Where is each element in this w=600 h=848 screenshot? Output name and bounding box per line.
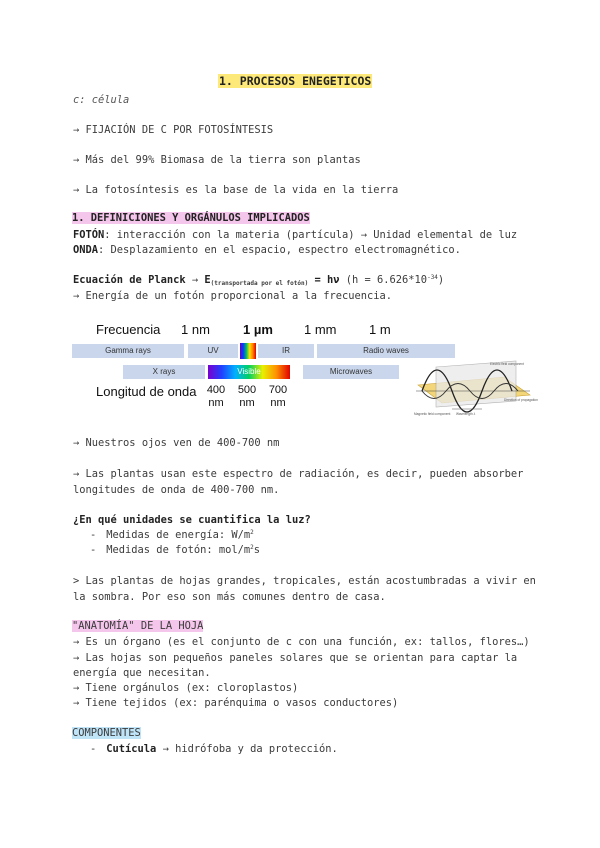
planck-arrow: → [185, 274, 205, 286]
planck-h-close: ) [437, 274, 445, 286]
section-heading-componentes: COMPONENTES [72, 727, 141, 739]
wl-700 [266, 384, 290, 410]
bullet-fotosintesis: → La fotosíntesis es la base de la vida en la tierra [73, 184, 399, 196]
units-photon-text: Medidas de fotón: mol/m [106, 544, 251, 556]
wavelength-label: Longitud de onda [96, 384, 197, 399]
wl-500-unit: nm [239, 397, 255, 409]
bullet-fijacion: → FIJACIÓN DE C POR FOTOSÍNTESIS [73, 124, 274, 136]
anatomy-line-1: → Es un órgano (es el conjunto de c con una función, ex: tallos, flores…) [73, 636, 530, 648]
caption-propagation: Direction of propagation [504, 398, 538, 402]
units-energy-text: Medidas de energía: W/m [106, 529, 251, 541]
section-heading-definiciones: 1. DEFINICIONES Y ORGÁNULOS IMPLICADOS [72, 212, 310, 224]
visible-strip-small [240, 343, 256, 359]
wl-400-unit: nm [208, 397, 224, 409]
legend-note: c: célula [73, 94, 130, 106]
freq-tick-1m: 1 m [369, 322, 391, 337]
units-photon-sup: 2 [250, 544, 254, 551]
band-x-rays: X rays [123, 365, 205, 379]
band-microwaves: Microwaves [303, 365, 399, 379]
units-question: ¿En qué unidades se cuantifica la luz? [73, 514, 311, 526]
units-photon [90, 544, 260, 556]
em-wave-diagram [412, 355, 538, 425]
frequency-label: Frecuencia [96, 322, 161, 337]
freq-tick-1mm: 1 mm [304, 322, 337, 337]
anatomy-line-2: → Las hojas son pequeños paneles solares que se orientan para captar la [73, 652, 518, 664]
eyes-line: → Nuestros ojos ven de 400-700 nm [73, 437, 280, 449]
freq-tick-1um: 1 µm [243, 322, 273, 337]
section-heading-anatomia: "ANATOMÍA" DE LA HOJA [72, 620, 204, 632]
component-dash: - [90, 743, 97, 755]
component-def: → hidrófoba y da protección. [156, 743, 338, 755]
band-visible: Visible [208, 365, 290, 379]
component-term: Cutícula [106, 743, 157, 755]
page-title: 1. PROCESOS ENEGETICOS [219, 74, 372, 88]
plants-absorb-line-1: → Las plantas usan este espectro de radiación, es decir, pueden absorber [73, 468, 524, 480]
anatomy-line-5: → Tiene tejidos (ex: parénquima o vasos conductores) [73, 697, 399, 709]
shade-line-1: > Las plantas de hojas grandes, tropicales, están acostumbradas a vivir en [73, 575, 536, 587]
anatomy-line-4: → Tiene orgánulos (ex: cloroplastos) [73, 682, 299, 694]
onda-text: : Desplazamiento en el espacio, espectro electromagnético. [98, 244, 461, 256]
wl-400-value: 400 [206, 384, 226, 396]
planck-equation [73, 274, 444, 287]
planck-eq: = hν [308, 274, 340, 286]
freq-tick-1nm: 1 nm [181, 322, 210, 337]
planck-e-subscript: (transportada por el fotón) [210, 280, 309, 287]
planck-label: Ecuación de Planck [73, 274, 186, 286]
wl-700-unit: nm [270, 397, 286, 409]
planck-h-exp: -34 [427, 274, 438, 281]
onda-term: ONDA [73, 244, 99, 256]
units-photon-dash: - [90, 544, 97, 556]
component-cuticula [90, 743, 338, 755]
caption-wavelength: Wavelength λ [456, 412, 476, 416]
shade-line-2: la sombra. Por eso son más comunes dentro de casa. [73, 591, 386, 603]
onda-definition [73, 244, 461, 256]
plants-absorb-line-2: longitudes de onda de 400-700 nm. [73, 484, 280, 496]
units-energy-sup: 2 [250, 529, 254, 536]
anatomy-line-3: energía que necesitan. [73, 667, 211, 679]
bullet-biomasa: → Más del 99% Biomasa de la tierra son plantas [73, 154, 361, 166]
foton-text: : interacción con la materia (partícula) → Unidad elemental de luz [104, 229, 518, 241]
wl-700-value: 700 [268, 384, 288, 396]
units-energy-dash: - [90, 529, 97, 541]
caption-electric: Electric field component [490, 362, 524, 366]
band-ir: IR [258, 344, 314, 358]
band-radio-waves: Radio waves [317, 344, 455, 358]
planck-h: (h = 6.626*10 [339, 274, 428, 286]
wl-500-value: 500 [237, 384, 257, 396]
band-gamma-rays: Gamma rays [72, 344, 184, 358]
units-energy [90, 529, 254, 541]
units-photon-tail: s [253, 544, 261, 556]
foton-term: FOTÓN [73, 229, 105, 241]
planck-e: E [204, 274, 211, 286]
band-uv: UV [188, 344, 238, 358]
planck-energy-line: → Energía de un fotón proporcional a la frecuencia. [73, 290, 393, 302]
wl-500 [235, 384, 259, 410]
caption-magnetic: Magnetic field component [414, 412, 451, 416]
foton-definition [73, 229, 517, 241]
wl-400 [204, 384, 228, 410]
